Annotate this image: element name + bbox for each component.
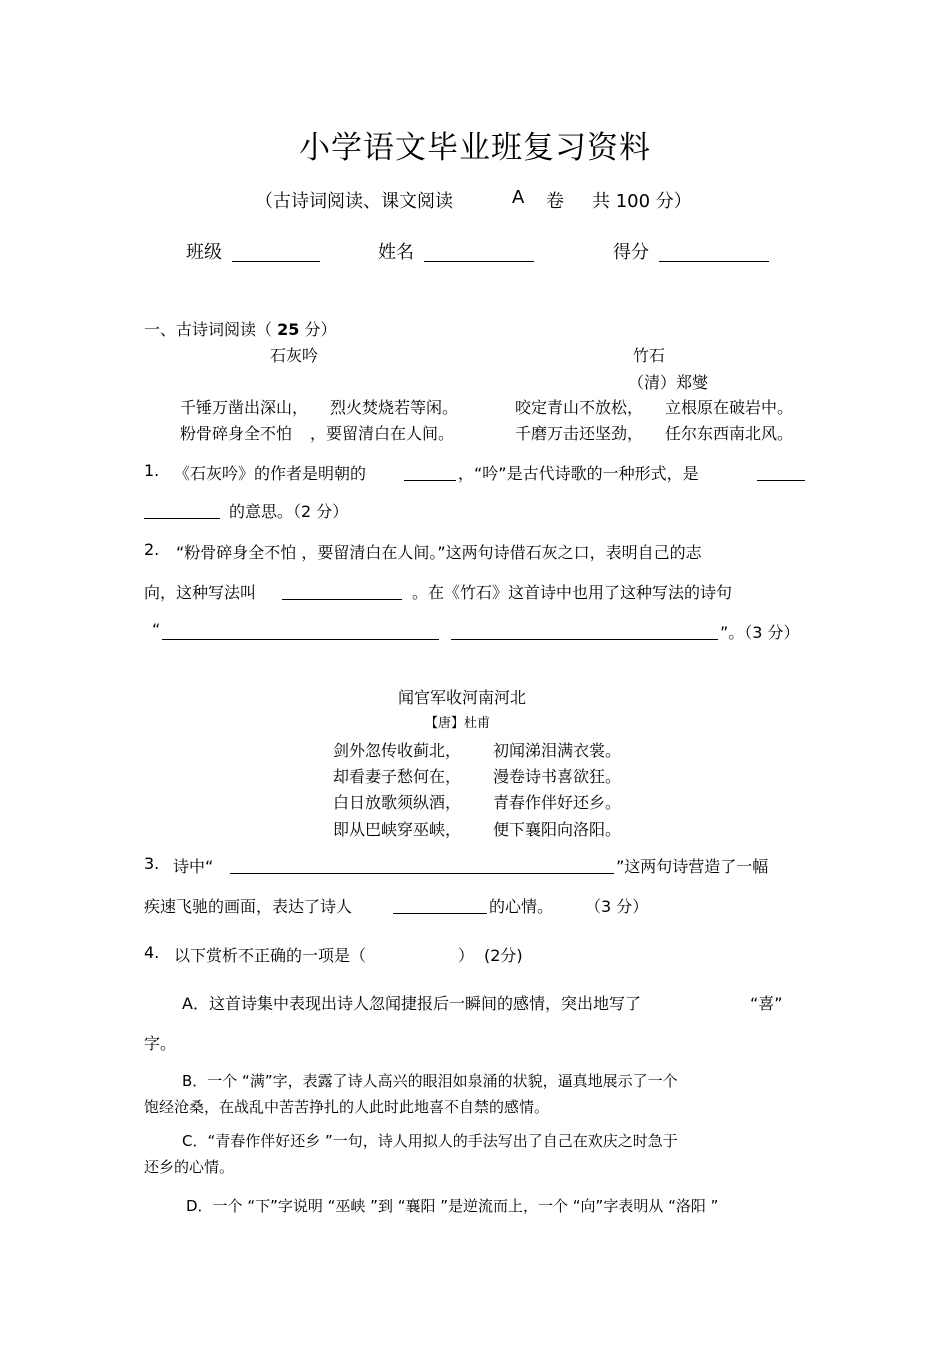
poem1-line2a: 粉骨碎身全不怕: [180, 424, 293, 443]
q2-technique-blank[interactable]: [282, 599, 402, 600]
q3-line2b: 的心情。: [489, 897, 554, 916]
q3-points: （3 分）: [585, 897, 649, 916]
q3-text-b: ”这两句诗营造了一幅: [616, 857, 769, 876]
q4-option-d-line1[interactable]: D．一个 “下”字说明 “巫峡 ”到 “襄阳 ”是逆流而上，一个 “向”字表明从 “洛阳 ”: [186, 1197, 719, 1215]
q2-line2b: 。在《竹石》这首诗中也用了这种写法的诗句: [412, 583, 733, 602]
poem2-title: 竹石: [633, 346, 666, 365]
q3-feeling-blank[interactable]: [393, 913, 487, 914]
poem2-line1b: 立根原在破岩中。: [665, 398, 794, 417]
class-field[interactable]: [232, 261, 320, 262]
q4-answer-close: ）: [458, 946, 475, 965]
q2-number: 2.: [144, 540, 160, 559]
q4-text: 以下赏析不正确的一项是（: [174, 946, 367, 965]
section-heading-points: 25: [277, 320, 300, 339]
q1-text-c: 的意思。（2 分）: [229, 502, 349, 521]
q2-line2a: 向，这种写法叫: [144, 583, 257, 602]
q3-line2a: 疾速飞驰的画面，表达了诗人: [144, 897, 353, 916]
q4-number: 4.: [144, 943, 160, 962]
poem1-line1b: 烈火焚烧若等闲。: [330, 398, 459, 417]
q2-verse-blank-2[interactable]: [451, 639, 718, 640]
score-field[interactable]: [659, 261, 769, 262]
q1-author-blank[interactable]: [404, 480, 456, 481]
q2-quote-close: ”。（3 分）: [720, 623, 800, 642]
q4-option-b-line2: 饱经沧桑，在战乱中苦苦挣扎的人此时此地喜不自禁的感情。: [144, 1098, 550, 1116]
q3-text-a: 诗中“: [173, 857, 214, 876]
poem3-line3b: 青春作伴好还乡。: [493, 793, 622, 812]
q4-option-b-line1[interactable]: B．一个 “满”字，表露了诗人高兴的眼泪如泉涌的状貌，逼真地展示了一个: [182, 1072, 678, 1090]
poem2-line1a: 咬定青山不放松，: [515, 398, 644, 417]
section-heading: [144, 317, 336, 340]
poem3-line4a: 即从巴峡穿巫峡，: [333, 820, 462, 839]
q1-text-b: ，“吟”是古代诗歌的一种形式，是: [458, 464, 699, 483]
name-label: 姓名: [378, 242, 414, 263]
q3-verse-blank[interactable]: [230, 873, 614, 874]
q1-meaning-blank-a[interactable]: [757, 480, 805, 481]
poem1-line1a: 千锤万凿出深山，: [180, 398, 309, 417]
name-field[interactable]: [424, 261, 534, 262]
poem3-title: 闻官军收河南河北: [398, 688, 527, 707]
poem3-line1b: 初闻涕泪满衣裳。: [493, 741, 622, 760]
q4-points: (2分): [484, 946, 523, 965]
q2-quote-open: “: [152, 620, 161, 639]
subtitle-total: 共 100 分）: [592, 191, 692, 212]
poem2-line2a: 千磨万击还坚劲，: [515, 424, 644, 443]
q4-option-c-line2: 还乡的心情。: [144, 1158, 235, 1176]
score-label: 得分: [613, 242, 649, 263]
q1-number: 1.: [144, 461, 160, 480]
q4-option-a-line2: 字。: [144, 1034, 177, 1053]
section-heading-suffix: 分）: [304, 320, 337, 339]
poem3-line1a: 剑外忽传收蓟北，: [333, 741, 462, 760]
q4-option-a-line1[interactable]: A．这首诗集中表现出诗人忽闻捷报后一瞬间的感情，突出地写了: [182, 994, 641, 1013]
q3-number: 3.: [144, 854, 160, 873]
poem3-line2a: 却看妻子愁何在，: [333, 767, 462, 786]
class-label: 班级: [186, 242, 222, 263]
poem1-title: 石灰吟: [270, 346, 319, 365]
subtitle-paper-letter: A: [512, 187, 525, 208]
subtitle-scope: （古诗词阅读、课文阅读: [255, 191, 453, 212]
q2-line1: “粉骨碎身全不怕 ，要留清白在人间。”这两句诗借石灰之口，表明自己的志: [176, 543, 702, 562]
subtitle-paper-word: 卷: [546, 191, 564, 212]
q1-meaning-blank-b[interactable]: [144, 518, 220, 519]
q2-verse-blank-1[interactable]: [162, 639, 439, 640]
poem2-line2b: 任尔东西南北风。: [665, 424, 794, 443]
poem2-author: （清）郑燮: [628, 373, 709, 392]
section-heading-prefix: 一、古诗词阅读（: [144, 320, 273, 339]
poem3-line3a: 白日放歌须纵酒，: [333, 793, 462, 812]
q4-option-c-line1[interactable]: C．“青春作伴好还乡 ”一句，诗人用拟人的手法写出了自己在欢庆之时急于: [182, 1132, 678, 1150]
poem1-line2b: ，要留清白在人间。: [310, 424, 455, 443]
q1-text-a: 《石灰吟》的作者是明朝的: [174, 464, 367, 483]
q4-option-a-quote: “喜”: [750, 994, 783, 1013]
poem3-line2b: 漫卷诗书喜欲狂。: [493, 767, 622, 786]
poem3-line4b: 便下襄阳向洛阳。: [493, 820, 622, 839]
poem3-author: 【唐】杜甫: [425, 716, 491, 731]
page-title: 小学语文毕业班复习资料: [299, 130, 651, 166]
